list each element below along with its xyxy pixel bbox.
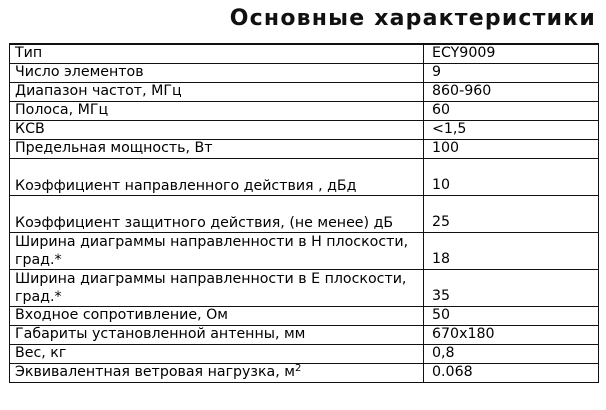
row-label: КСВ: [10, 120, 424, 139]
table-row: [10, 158, 599, 195]
row-value: 670х180: [424, 325, 599, 344]
row-label: Полоса, МГц: [10, 101, 424, 120]
table-row: [10, 120, 599, 139]
table-row: [10, 101, 599, 120]
row-label: Тип: [10, 44, 424, 63]
table-row: [10, 139, 599, 158]
superscript: 2: [294, 363, 302, 374]
row-value: 18: [424, 232, 599, 269]
row-label: Вес, кг: [10, 344, 424, 363]
row-value: 0,8: [424, 344, 599, 363]
row-value: <1,5: [424, 120, 599, 139]
row-label: Ширина диаграммы направленности в Н плоскости, град.*: [10, 232, 424, 269]
row-label: Габариты установленной антенны, мм: [10, 325, 424, 344]
row-value: 9: [424, 63, 599, 82]
table-row: [10, 232, 599, 269]
row-label: Коэффициент защитного действия, (не менее) дБ: [10, 195, 424, 232]
page-title: Основные характеристики: [229, 6, 596, 31]
row-label: Предельная мощность, Вт: [10, 139, 424, 158]
table-row: [10, 269, 599, 306]
table-row: [10, 306, 599, 325]
table-row: [10, 82, 599, 101]
row-label: Коэффициент направленного действия , дБд: [10, 158, 424, 195]
row-value: 50: [424, 306, 599, 325]
row-label: Входное сопротивление, Ом: [10, 306, 424, 325]
spec-table: [9, 43, 599, 383]
row-value: 60: [424, 101, 599, 120]
table-row: [10, 195, 599, 232]
row-label: Число элементов: [10, 63, 424, 82]
row-value: ECY9009: [424, 44, 599, 63]
row-value: 860-960: [424, 82, 599, 101]
row-value: 100: [424, 139, 599, 158]
row-value: 25: [424, 195, 599, 232]
row-label: Ширина диаграммы направленности в Е плоскости, град.*: [10, 269, 424, 306]
table-row: [10, 44, 599, 63]
row-value: 0.068: [424, 363, 599, 382]
row-label: Диапазон частот, МГц: [10, 82, 424, 101]
row-label-cell: [10, 363, 424, 382]
table-row: [10, 363, 599, 382]
table-row: [10, 344, 599, 363]
table-row: [10, 325, 599, 344]
table-row: [10, 63, 599, 82]
row-label: Эквивалентная ветровая нагрузка, м: [15, 364, 295, 380]
row-value: 10: [424, 158, 599, 195]
row-value: 35: [424, 269, 599, 306]
